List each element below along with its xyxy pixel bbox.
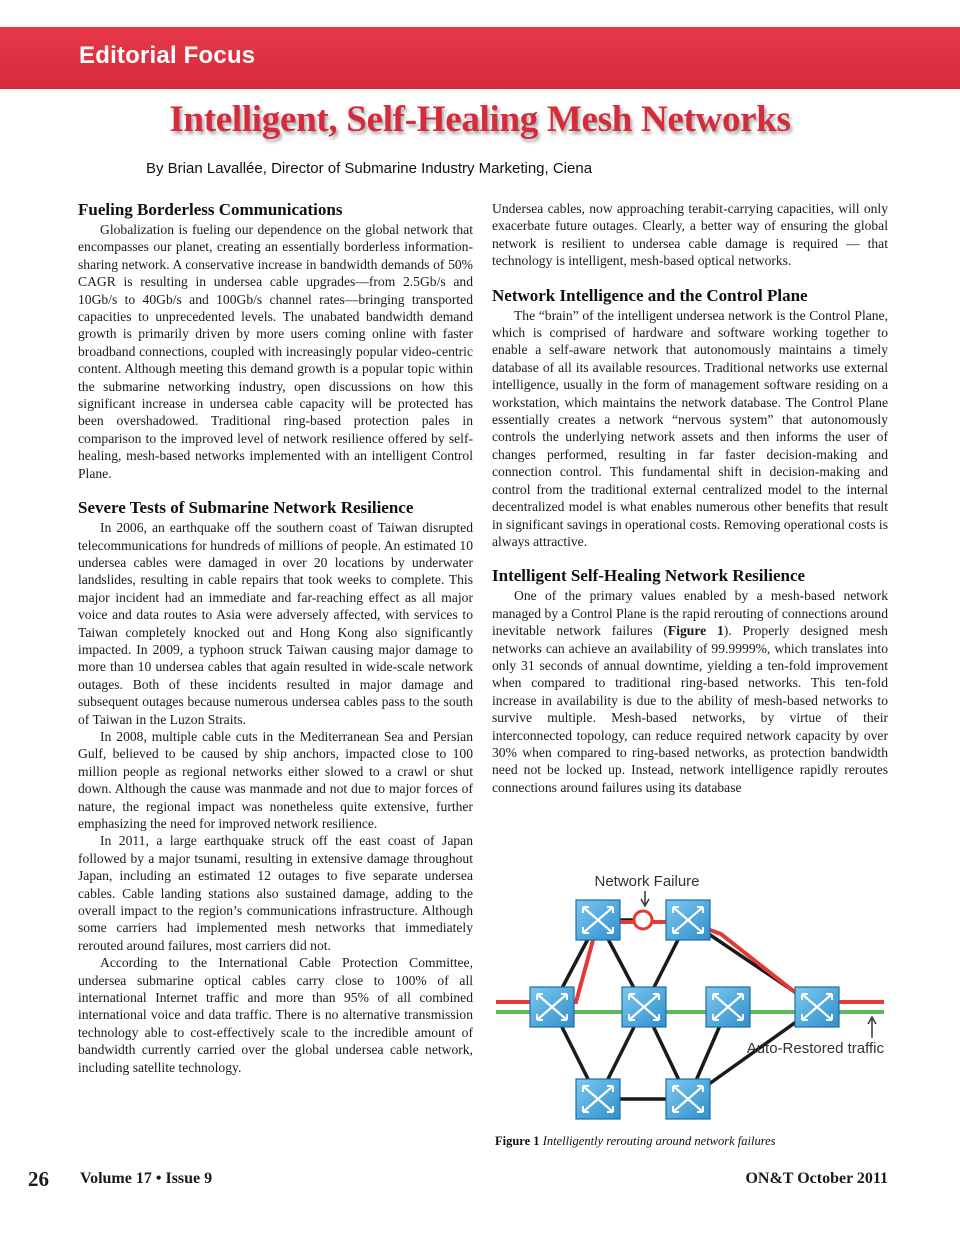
paragraph: One of the primary values enabled by a mesh-based network managed by a Control Plane is the rapid rerouting of connections around inevitable network failures (Figure 1). Properly designed mesh networks can achieve an availability of 99.9999%, which translates into only 31 seconds of annual downtime, yielding a ten-fold improvement when compared to traditional ring-based networks. This ten-fold increase in availability is due to the ability of mesh-based networks to survive multiple. Mesh-based networks, by virtue of their interconnected topology, can reduce required network capacity by over 30% when compared to ring-based networks, as protection bandwidth need not be locked up. Instead, network intelligence rapidly reroutes connections around failures using its database (492, 588, 888, 795)
mesh-node-icon (666, 900, 710, 940)
byline: By Brian Lavallée, Director of Submarine Industry Marketing, Ciena (146, 160, 593, 177)
section-heading-self-healing: Intelligent Self-Healing Network Resilience (492, 566, 806, 586)
paragraph: In 2006, an earthquake off the southern coast of Taiwan disrupted telecommunications for hundreds of millions of people. An estimated 10 undersea cables were damaged in over 20 locations by underwater landslides, resulting in cable repairs that took weeks to complete. This major incident had an immediate and far-reaching effect as all major voice and data routes to Asia were adversely affected, with services to Taiwan completely knocked out and Hong Kong also significantly impacted. In 2009, a typhoon struck Taiwan causing major damage to more than 10 undersea cables that again resulted in wide-scale network outages. Both of these incidents resulted in major damage and subsequent outages because numerous undersea cables pass to the south of Taiwan in the Luzon Straits. (78, 520, 473, 727)
section-heading-fueling: Fueling Borderless Communications (78, 200, 343, 219)
mesh-node-icon (530, 987, 574, 1027)
auto-restored-label: Auto-Restored traffic (746, 1040, 884, 1057)
failure-marker-icon (634, 911, 652, 929)
paragraph: According to the International Cable Protection Committee, undersea submarine optical cables carry close to 100% of all international Internet traffic and more than 95% of all combined international voice and data traffic. There is no alternative transmission technology able to cost-effectively scale to the incredible amount of bandwidth currently carried over the global undersea cable network, including satellite technology. (78, 955, 473, 1075)
mesh-node-icon (666, 1079, 710, 1119)
article-title: Intelligent, Self-Healing Mesh Networks (169, 99, 791, 140)
paragraph: The “brain” of the intelligent undersea network is the Control Plane, which is comprised of hardware and software working together to enable a self-aware network that autonomously maintains a timely database of all its available resources. Traditional networks use external intelligence, usually in the form of management software residing on a workstation, which maintains the network database. The Control Plane essentially creates a network “nervous system” that autonomously controls the underlying network assets and then informs the user of changes performed, resulting in far faster decision-making and connection control. This fundamental shift in decision-making and control from the traditional external centralized model to the internal decentralized model is what enables numerous other benefits that result in significant savings in operational costs. Removing operational costs is always attractive. (492, 307, 888, 549)
section-label: Editorial Focus (79, 42, 256, 69)
left-column (78, 200, 473, 1076)
mesh-node-icon (576, 1079, 620, 1119)
volume-issue: Volume 17 • Issue 9 (80, 1170, 213, 1187)
page-number: 26 (28, 1167, 49, 1191)
figure-reference: Figure 1 (667, 623, 724, 639)
publication-date: ON&T October 2011 (745, 1170, 888, 1187)
network-failure-label: Network Failure (594, 873, 700, 890)
paragraph: In 2011, a large earthquake struck off the east coast of Japan followed by a major tsunami, resulting in extensive damage throughout Japan, including an estimated 12 outages to five separate undersea cables. Cable landing stations also sustained damage, adding to the overall impact to the region’s communications infrastructure. Although some carriers had implemented mesh networks that immediately rerouted around failures, most carriers did not. (78, 833, 473, 953)
mesh-node-icon (706, 987, 750, 1027)
paragraph: Undersea cables, now approaching terabit-carrying capacities, will only exacerbate future outages. Clearly, a better way of ensuring the global network is resilient to undersea cable damage is required — that technology is intelligent, mesh-based optical networks. (492, 201, 888, 269)
section-heading-severe-tests: Severe Tests of Submarine Network Resilience (78, 498, 414, 518)
mesh-node-icon (576, 900, 620, 940)
section-heading-control-plane: Network Intelligence and the Control Plane (492, 285, 808, 305)
right-column (492, 200, 888, 796)
paragraph: Globalization is fueling our dependence on the global network that encompasses our planet, creating an essentially borderless information-sharing network. A conservative increase in bandwidth demands of 50% CAGR is resulting in undersea cable upgrades—from 2.5Gb/s and 10Gb/s to 40Gb/s and 100Gb/s channel rates—bringing transported capacities to unprecedented levels. The unabated bandwidth demand growth is primarily driven by more users coming online with faster broadband connections, coupled with increasingly popular video-centric content. Although meeting this demand growth is a popular topic within the submarine networking industry, open discussions on how this significant increase in undersea cable capacity will be protected has been overshadowed. Traditional ring-based protection pales in comparison to the improved level of network resilience offered by self-healing, mesh-based networks implemented with an intelligent Control Plane. (78, 222, 473, 481)
figure-caption: Figure 1 Intelligently rerouting around network failures (495, 1134, 776, 1148)
mesh-node-icon (795, 987, 839, 1027)
mesh-node-icon (622, 987, 666, 1027)
mesh-network-figure (492, 866, 888, 1156)
paragraph: In 2008, multiple cable cuts in the Mediterranean Sea and Persian Gulf, believed to be caused by ship anchors, impacted close to 100 million people as regional networks either slowed to a crawl or shut down. Although the cause was manmade and not due to major forces of nature, the regional impact was nonetheless quite extensive, further emphasizing the need for improved network resilience. (78, 728, 473, 831)
